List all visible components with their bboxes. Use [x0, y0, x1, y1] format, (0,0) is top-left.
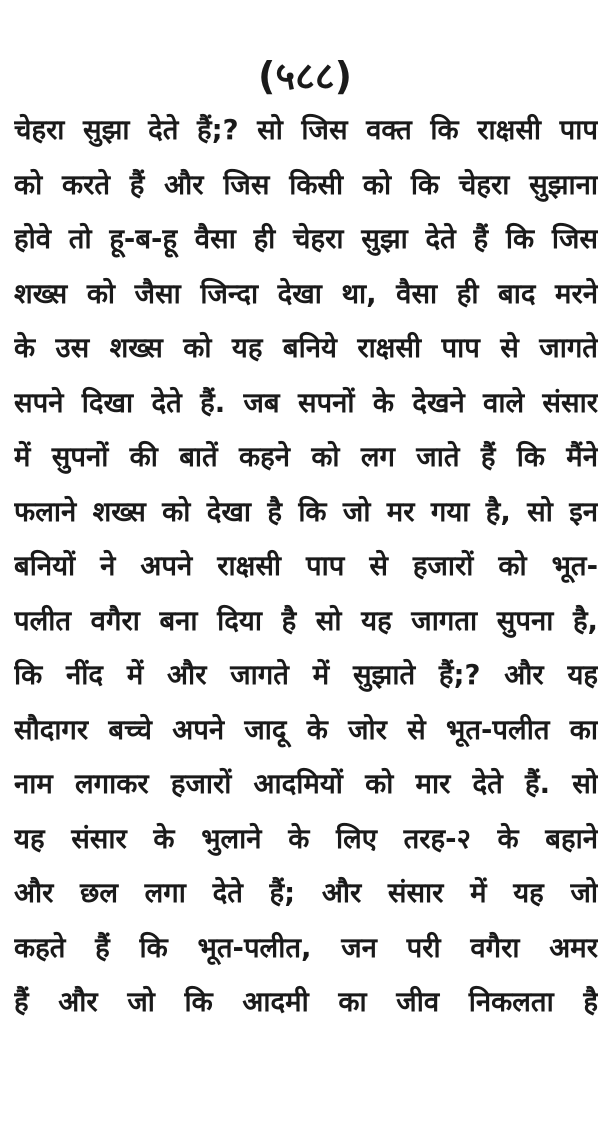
text-line: शख्स को जैसा जिन्दा देखा था, वैसा ही बाद मरने: [14, 277, 598, 310]
text-line: सौदागर बच्चे अपने जादू के जोर से भूत-पलीत का: [14, 713, 598, 746]
text-line: सपने दिखा देते हैं. जब सपनों के देखने वाले संसार: [14, 386, 598, 419]
text-line: कहते हैं कि भूत-पलीत, जन परी वगैरा अमर: [14, 931, 598, 964]
text-line: में सुपनों की बातें कहने को लग जाते हैं कि मैंने: [14, 441, 598, 473]
text-line: को करते हैं और जिस किसी को कि चेहरा सुझाना: [14, 168, 598, 201]
page-number: (५८८): [257, 54, 352, 98]
text-line: यह संसार के भुलाने के लिए तरह-२ के बहाने: [14, 822, 598, 855]
text-line: कि नींद में और जागते में सुझाते हैं;? और यह: [14, 659, 598, 691]
text-line: होवे तो हू-ब-हू वैसा ही चेहरा सुझा देते हैं कि जिस: [14, 223, 598, 255]
text-line: हैं और जो कि आदमी का जीव निकलता है: [14, 986, 598, 1018]
text-line: और छल लगा देते हैं; और संसार में यह जो: [14, 877, 598, 909]
text-line: बनियों ने अपने राक्षसी पाप से हजारों को भूत-: [14, 550, 598, 582]
text-line: नाम लगाकर हजारों आदमियों को मार देते हैं. सो: [14, 768, 598, 800]
body-text: [14, 103, 598, 1030]
text-line: चेहरा सुझा देते हैं;? सो जिस वक्त कि राक्षसी पाप: [14, 114, 598, 146]
text-line: पलीत वगैरा बना दिया है सो यह जागता सुपना है,: [14, 604, 598, 637]
text-line: फलाने शख्स को देखा है कि जो मर गया है, सो इन: [14, 495, 598, 528]
text-line: के उस शख्स को यह बनिये राक्षसी पाप से जागते: [14, 332, 598, 364]
